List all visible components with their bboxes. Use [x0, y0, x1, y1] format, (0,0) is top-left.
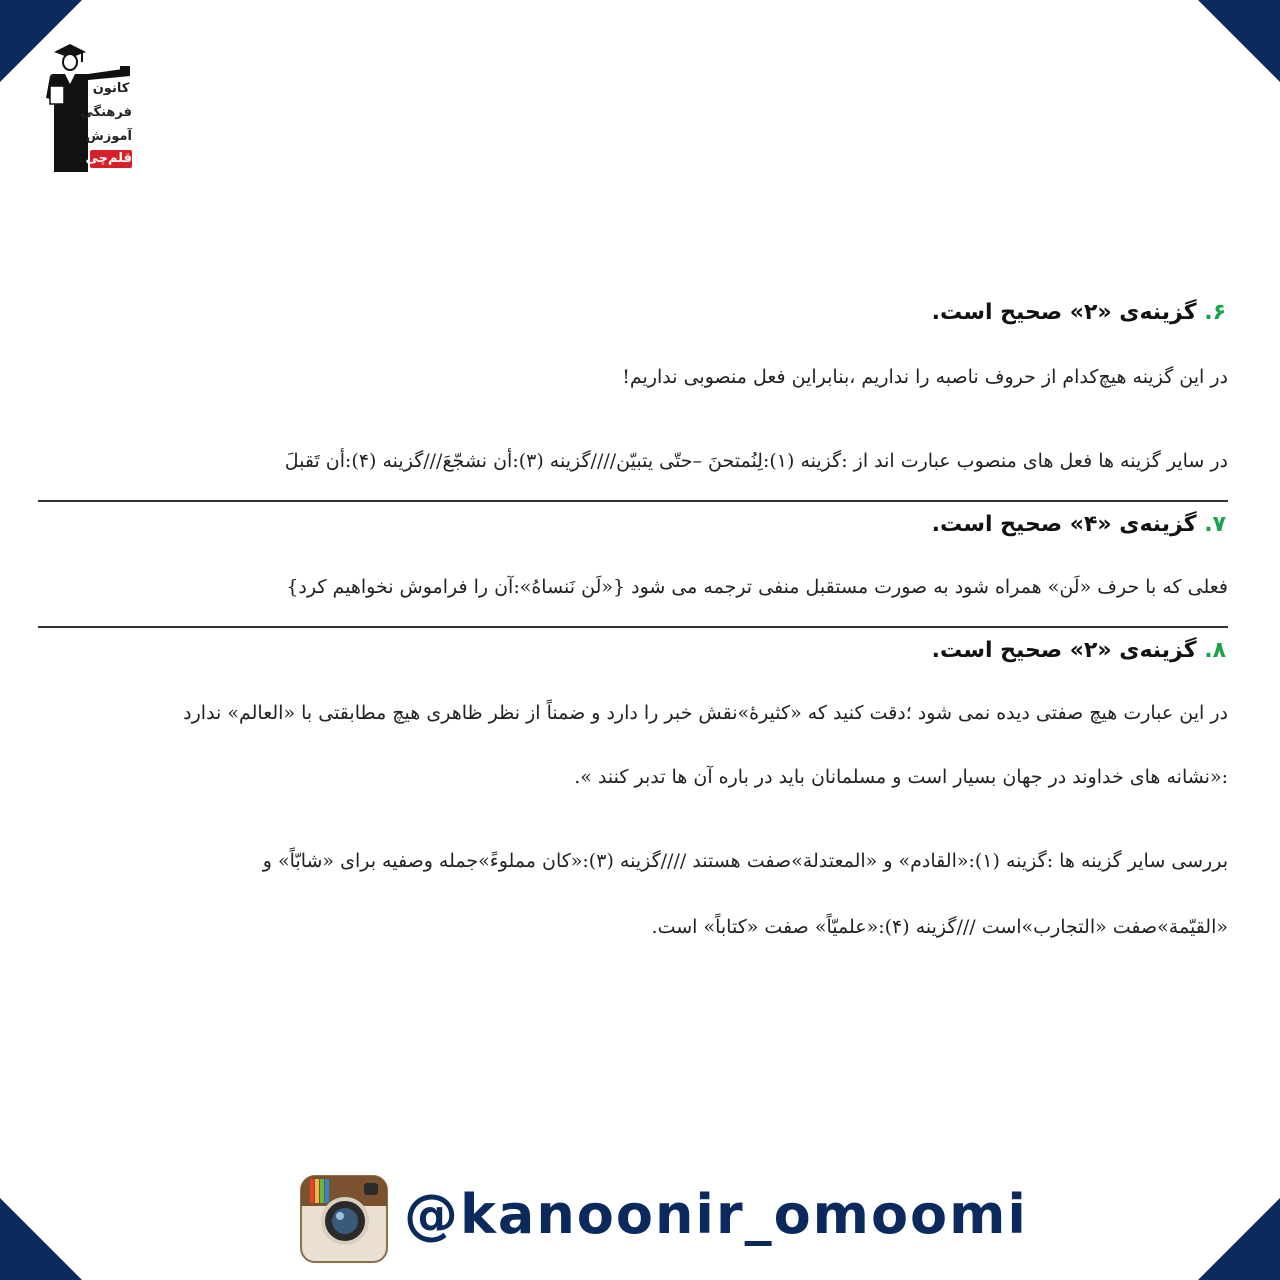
corner-decoration-bottom-right: [1198, 1198, 1280, 1280]
section-divider: [38, 500, 1228, 502]
question-answer-title: گزینه‌ی «۴» صحیح است.: [931, 512, 1197, 537]
explanation-paragraph: در این عبارت هیچ صفتی دیده نمی شود ؛دقت کنید که «کثیرۀ»نقش خبر را دارد و ضمناً از نظر ظاهری هیچ مطابقتی با «العالم» ندارد: [183, 702, 1228, 724]
question-answer-title: گزینه‌ی «۲» صحیح است.: [931, 638, 1197, 663]
instagram-icon[interactable]: [300, 1175, 390, 1263]
corner-decoration-bottom-left: [0, 1198, 82, 1280]
instagram-handle[interactable]: @kanoonir_omoomi: [404, 1183, 1028, 1246]
question-number: ۸.: [1204, 638, 1226, 663]
explanation-paragraph: فعلی که با حرف «لَن» همراه شود به صورت مستقبل منفی ترجمه می شود {«لَن نَنساهُ»:آن را فراموش نخواهیم کرد}: [286, 576, 1228, 598]
logo-text-kanoon: کانون: [92, 81, 130, 96]
question-number: ۷.: [1204, 512, 1226, 537]
question-number: ۶.: [1204, 300, 1226, 325]
logo-text-amoozesh: آموزش: [85, 129, 132, 144]
question-heading: [38, 638, 1228, 663]
question-answer-title: گزینه‌ی «۲» صحیح است.: [931, 300, 1197, 325]
question-heading: [38, 512, 1228, 537]
explanation-paragraph: در این گزینه هیچ‌کدام از حروف ناصبه را نداریم ،بنابراین فعل منصوبی نداریم!: [622, 366, 1228, 388]
answer-key-content: [38, 290, 1228, 939]
logo-text-farhangi: فرهنگی: [80, 105, 132, 120]
explanation-paragraph: :«نشانه های خداوند در جهان بسیار است و مسلمانان باید در باره آن ها تدبر کنند ».: [574, 766, 1228, 788]
logo-text-ghalamchi: قلم‌چی: [85, 151, 132, 166]
explanation-paragraph: در سایر گزینه ها فعل های منصوب عبارت اند از :گزینه (۱):لِنُمتحنَ –حتّی یتبیّن////گزینه (۳):أن نشجّعَ///گزینه (۴):أن تَقبلَ: [284, 450, 1228, 472]
corner-decoration-top-right: [1198, 0, 1280, 82]
question-heading: [38, 300, 1228, 325]
section-divider: [38, 626, 1228, 628]
kanoon-logo: [44, 40, 134, 174]
social-footer: [300, 1175, 1028, 1265]
explanation-paragraph: بررسی سایر گزینه ها :گزینه (۱):«القادم» و «المعتدلة»صفت هستند ////گزینه (۳):«کان مملوءً»جمله وصفیه برای «شابّاً» و: [262, 850, 1228, 872]
explanation-paragraph: «القیّمة»صفت «التجارب»است ///گزینه (۴):«علمیّاً» صفت «کتاباً» است.: [651, 916, 1228, 938]
